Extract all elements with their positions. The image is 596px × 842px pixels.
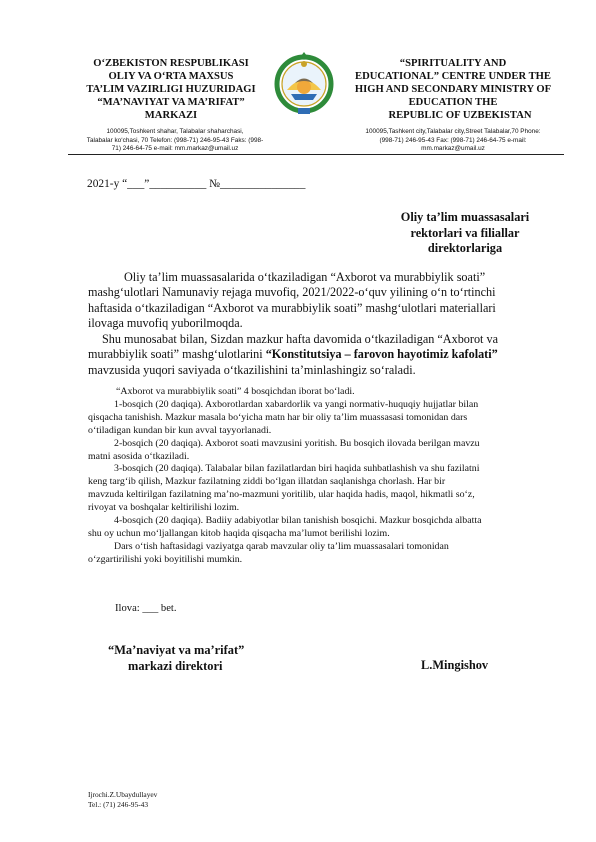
stage-line: keng targ‘ib qilish, Mazkur fazilatning ziddi bo‘lgan illatdan saqlanishga chorlash. Har bir <box>88 476 446 488</box>
intro-line: ilovaga muvofiq yuborilmoqda. <box>88 316 243 331</box>
stage-line: o‘tiladigan kundan bir kun avval tayyorlanadi. <box>88 424 272 436</box>
stage-line: Dars o‘tish haftasidagi vaziyatga qarab mavzular oliy ta’lim muassasalari tomonidan <box>114 540 449 552</box>
header-right-contact <box>340 128 566 154</box>
signatory-name: L.Mingishov <box>421 658 489 672</box>
header-right-contact-line: 100095,Tashkent city,Talabalar city,Street Talabalar,70 Phone: <box>365 128 541 135</box>
executor-phone: Tel.: (71) 246-95-43 <box>88 799 149 809</box>
header-left-contact-line: 100095,Toshkent shahar, Talabalar shaharchasi, <box>106 128 244 135</box>
stage-line: 3-bosqich (20 daqiqa). Talabalar bilan fazilatlardan biri haqida suhbatlashish va shu fazilatni <box>114 463 480 475</box>
footer-executor <box>88 790 157 809</box>
header-left-line: TA’LIM VAZIRLIGI HUZURIDAGI <box>86 84 256 95</box>
stages-intro: “Axborot va murabbiylik soati” 4 bosqichdan iborat bo‘ladi. <box>116 386 355 397</box>
stages-section <box>88 386 556 567</box>
signature-org-line: markazi direktori <box>128 659 223 673</box>
header-right-contact-line: mm.markaz@umail.uz <box>421 145 485 153</box>
stage-line: 1-bosqich (20 daqiqa). Axborotlardan xabardorlik va yangi normativ-huquqiy hujjatlar bilan <box>114 398 479 410</box>
header-right-line: EDUCATION THE <box>408 97 498 108</box>
request-line: mavzusida yuqori saviyada o‘tkazilishini ta’minlashingiz so‘raladi. <box>88 362 416 377</box>
reference-line: 2021-y “___”__________ №_______________ <box>87 178 306 190</box>
header-right-contact-line: (998-71) 246-95-43 Fax: (998-71) 246-64-75 e-mail: <box>379 136 527 144</box>
header-right-line: EDUCATIONAL” CENTRE UNDER THE <box>355 71 551 82</box>
state-emblem <box>271 50 337 116</box>
request-paragraph <box>88 332 556 378</box>
stage-line: shu oy uchun mo‘ljallangan kitob haqida qisqacha ma’lumot berilishi lozim. <box>88 527 390 539</box>
header-left-title <box>68 57 274 122</box>
header-right-line: HIGH AND SECONDARY MINISTRY OF <box>354 84 552 95</box>
header-right-line: REPUBLIC OF UZBEKISTAN <box>388 110 532 121</box>
addressee-line: direktorlariga <box>427 241 503 255</box>
header-left-contact <box>70 128 280 154</box>
stage-line: mavzuda keltirilgan fazilatning ma’no-mazmuni yoritilib, ular haqida hadis, maqol, hikmatli so‘z, <box>88 489 475 501</box>
state-emblem-icon <box>271 50 337 116</box>
intro-line: mashg‘ulotlari Namunaviy rejaga muvofiq, 2021/2022-o‘quv yilining o‘n to‘rtinchi <box>88 285 496 300</box>
stage-line: matni asosida o‘tkaziladi. <box>88 450 190 462</box>
signature-org <box>108 642 244 674</box>
header-left-line: O‘ZBEKISTON RESPUBLIKASI <box>93 58 249 69</box>
stage-line: rivoyat va boshqalar keltirilishi lozim. <box>88 502 240 514</box>
header-left-line: OLIY VA O‘RTA MAXSUS <box>108 71 234 82</box>
intro-paragraph <box>88 270 556 332</box>
header-right-title <box>338 57 568 122</box>
addressee <box>385 210 545 257</box>
intro-line: haftasida o‘tkaziladigan “Axborot va murabbiylik soati” mashg‘ulotlari materiallari <box>88 300 496 315</box>
header-divider <box>68 154 564 155</box>
header-left-line: MARKAZI <box>144 110 198 121</box>
request-topic: “Konstitutsiya – farovon hayotimiz kafolati” <box>265 347 498 362</box>
request-text: murabbiylik soati” mashg‘ulotlarini <box>88 347 266 362</box>
stage-line: 4-bosqich (20 daqiqa). Badiiy adabiyotlar bilan tanishish bosqichi. Mazkur bosqichda albatta <box>114 515 482 527</box>
addressee-line: rektorlari va filiallar <box>410 225 520 240</box>
header-left-line: “MA’NAVIYAT VA MA’RIFAT” <box>97 97 245 108</box>
header-left-contact-line: Talabalar ko‘chasi, 70 Telefon: (998-71) 246-95-43 Faks: (998- <box>86 136 264 144</box>
header-left-contact-line: 71) 246-64-75 e-mail: mm.markaz@umail.uz <box>111 145 239 153</box>
attachment-note: Ilova: ___ bet. <box>115 603 177 614</box>
stage-line: 2-bosqich (20 daqiqa). Axborot soati mavzusini yoritish. Bu bosqich ilovada berilgan mavzu <box>114 437 480 449</box>
stage-line: qisqacha tanishish. Mazkur masala bo‘yicha matn har bir oliy ta’lim muassasasi tomonidan dars <box>88 411 468 423</box>
stage-line: o‘zgartirilishi yoki boyitilishi mumkin. <box>88 553 243 565</box>
request-line-2 <box>88 347 556 362</box>
request-line: Shu munosabat bilan, Sizdan mazkur hafta davomida o‘tkaziladigan “Axborot va <box>102 332 498 346</box>
intro-line: Oliy ta’lim muassasalarida o‘tkaziladigan “Axborot va murabbiylik soati” <box>124 270 486 284</box>
signature-org-line: “Ma’naviyat va ma’rifat” <box>108 643 245 657</box>
executor-name: Ijrochi.Z.Ubaydullayev <box>88 790 158 799</box>
addressee-line: Oliy ta’lim muassasalari <box>400 210 530 224</box>
header-right-line: “SPIRITUALITY AND <box>399 58 507 69</box>
